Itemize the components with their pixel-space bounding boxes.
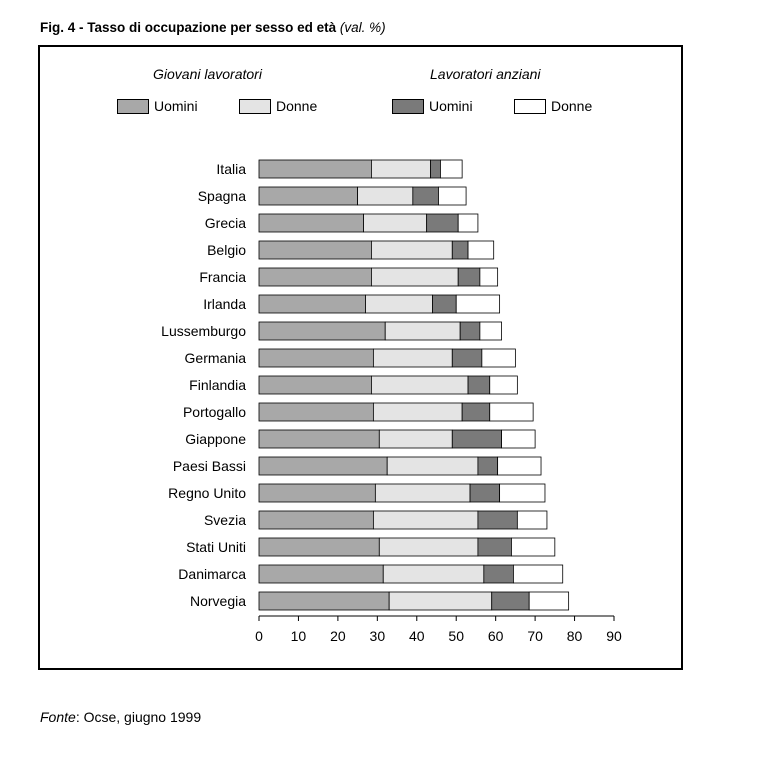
bar-francia-young-men (259, 268, 371, 286)
bar-belgio-old-women (468, 241, 494, 259)
bar-germania-old-women (482, 349, 516, 367)
bar-finlandia-young-women (371, 376, 468, 394)
bar-regno-unito-young-men (259, 484, 375, 502)
bar-giappone-old-men (452, 430, 501, 448)
category-label-svezia: Svezia (203, 512, 246, 528)
bar-paesi-bassi-young-women (387, 457, 478, 475)
bar-portogallo-old-women (490, 403, 533, 421)
category-label-stati-uniti: Stati Uniti (186, 539, 246, 555)
bar-norvegia-young-women (389, 592, 492, 610)
category-label-danimarca: Danimarca (178, 566, 246, 582)
bar-giappone-young-women (379, 430, 452, 448)
bar-grecia-young-men (259, 214, 364, 232)
category-label-lussemburgo: Lussemburgo (161, 323, 246, 339)
legend-label-old-women: Donne (551, 98, 593, 114)
bar-irlanda-old-women (456, 295, 499, 313)
bar-lussemburgo-old-women (480, 322, 502, 340)
category-label-paesi-bassi: Paesi Bassi (172, 458, 246, 474)
bar-portogallo-young-women (373, 403, 462, 421)
bar-regno-unito-old-men (470, 484, 500, 502)
bar-italia-old-women (440, 160, 462, 178)
bar-irlanda-old-men (433, 295, 457, 313)
bar-svezia-old-women (517, 511, 547, 529)
source-note (40, 709, 201, 725)
bar-italia-old-men (431, 160, 441, 178)
bar-belgio-young-men (259, 241, 371, 259)
bar-lussemburgo-young-men (259, 322, 385, 340)
bar-svezia-young-men (259, 511, 373, 529)
bar-stati-uniti-young-men (259, 538, 379, 556)
source-label: Fonte (40, 709, 76, 725)
bar-stati-uniti-young-women (379, 538, 478, 556)
bar-danimarca-young-men (259, 565, 383, 583)
legend-label-old-men: Uomini (429, 98, 473, 114)
category-label-francia: Francia (199, 269, 246, 285)
bar-finlandia-young-men (259, 376, 371, 394)
bar-regno-unito-old-women (500, 484, 545, 502)
bar-grecia-young-women (364, 214, 427, 232)
bar-regno-unito-young-women (375, 484, 470, 502)
bar-irlanda-young-women (366, 295, 433, 313)
x-tick-label-40: 40 (408, 628, 425, 644)
bar-germania-young-women (373, 349, 452, 367)
bar-belgio-young-women (371, 241, 452, 259)
bar-francia-old-women (480, 268, 498, 286)
bar-giappone-young-men (259, 430, 379, 448)
bar-francia-old-men (458, 268, 480, 286)
x-tick-label-0: 0 (255, 628, 263, 644)
bar-danimarca-old-men (484, 565, 514, 583)
category-label-finlandia: Finlandia (189, 377, 246, 393)
category-label-italia: Italia (216, 161, 246, 177)
bar-paesi-bassi-old-women (498, 457, 541, 475)
bar-stati-uniti-old-men (478, 538, 512, 556)
x-tick-label-80: 80 (566, 628, 583, 644)
bar-norvegia-young-men (259, 592, 389, 610)
category-label-portogallo: Portogallo (182, 404, 246, 420)
category-label-irlanda: Irlanda (203, 296, 246, 312)
category-label-germania: Germania (184, 350, 246, 366)
bar-belgio-old-men (452, 241, 468, 259)
bar-spagna-old-men (413, 187, 439, 205)
bar-norvegia-old-women (529, 592, 568, 610)
bar-italia-young-men (259, 160, 371, 178)
x-tick-label-30: 30 (369, 628, 386, 644)
category-label-grecia: Grecia (204, 215, 246, 231)
bar-danimarca-young-women (383, 565, 484, 583)
category-label-norvegia: Norvegia (189, 593, 246, 609)
x-tick-label-20: 20 (330, 628, 346, 644)
bar-spagna-young-men (259, 187, 358, 205)
bar-portogallo-old-men (462, 403, 490, 421)
figure-title-unit: (val. %) (339, 20, 386, 35)
legend-group-title-young: Giovani lavoratori (153, 66, 262, 82)
bar-francia-young-women (371, 268, 458, 286)
bar-finlandia-old-women (490, 376, 518, 394)
category-label-regno-unito: Regno Unito (168, 485, 246, 501)
bar-lussemburgo-young-women (385, 322, 460, 340)
legend-label-young-men: Uomini (154, 98, 198, 114)
bar-paesi-bassi-young-men (259, 457, 387, 475)
x-tick-label-10: 10 (290, 628, 307, 644)
bar-irlanda-young-men (259, 295, 366, 313)
category-label-giappone: Giappone (185, 431, 246, 447)
x-tick-label-50: 50 (448, 628, 465, 644)
category-label-spagna: Spagna (197, 188, 246, 204)
bar-germania-young-men (259, 349, 373, 367)
legend-group-title-old: Lavoratori anziani (430, 66, 541, 82)
bar-stati-uniti-old-women (511, 538, 554, 556)
bar-grecia-old-men (427, 214, 459, 232)
bar-svezia-young-women (373, 511, 478, 529)
bar-norvegia-old-men (492, 592, 529, 610)
bar-svezia-old-men (478, 511, 517, 529)
figure-title-text: Fig. 4 - Tasso di occupazione per sesso ed età (40, 20, 337, 35)
category-label-belgio: Belgio (207, 242, 246, 258)
bar-giappone-old-women (502, 430, 536, 448)
legend-label-young-women: Donne (276, 98, 318, 114)
bar-danimarca-old-women (513, 565, 562, 583)
bar-spagna-young-women (358, 187, 413, 205)
x-tick-label-70: 70 (527, 628, 543, 644)
bar-spagna-old-women (438, 187, 466, 205)
source-text: : Ocse, giugno 1999 (75, 709, 202, 725)
bar-italia-young-women (371, 160, 430, 178)
x-tick-label-60: 60 (487, 628, 504, 644)
x-tick-label-90: 90 (606, 628, 622, 644)
bar-germania-old-men (452, 349, 482, 367)
bar-lussemburgo-old-men (460, 322, 480, 340)
bar-paesi-bassi-old-men (478, 457, 498, 475)
bar-finlandia-old-men (468, 376, 490, 394)
bar-portogallo-young-men (259, 403, 373, 421)
bar-grecia-old-women (458, 214, 478, 232)
